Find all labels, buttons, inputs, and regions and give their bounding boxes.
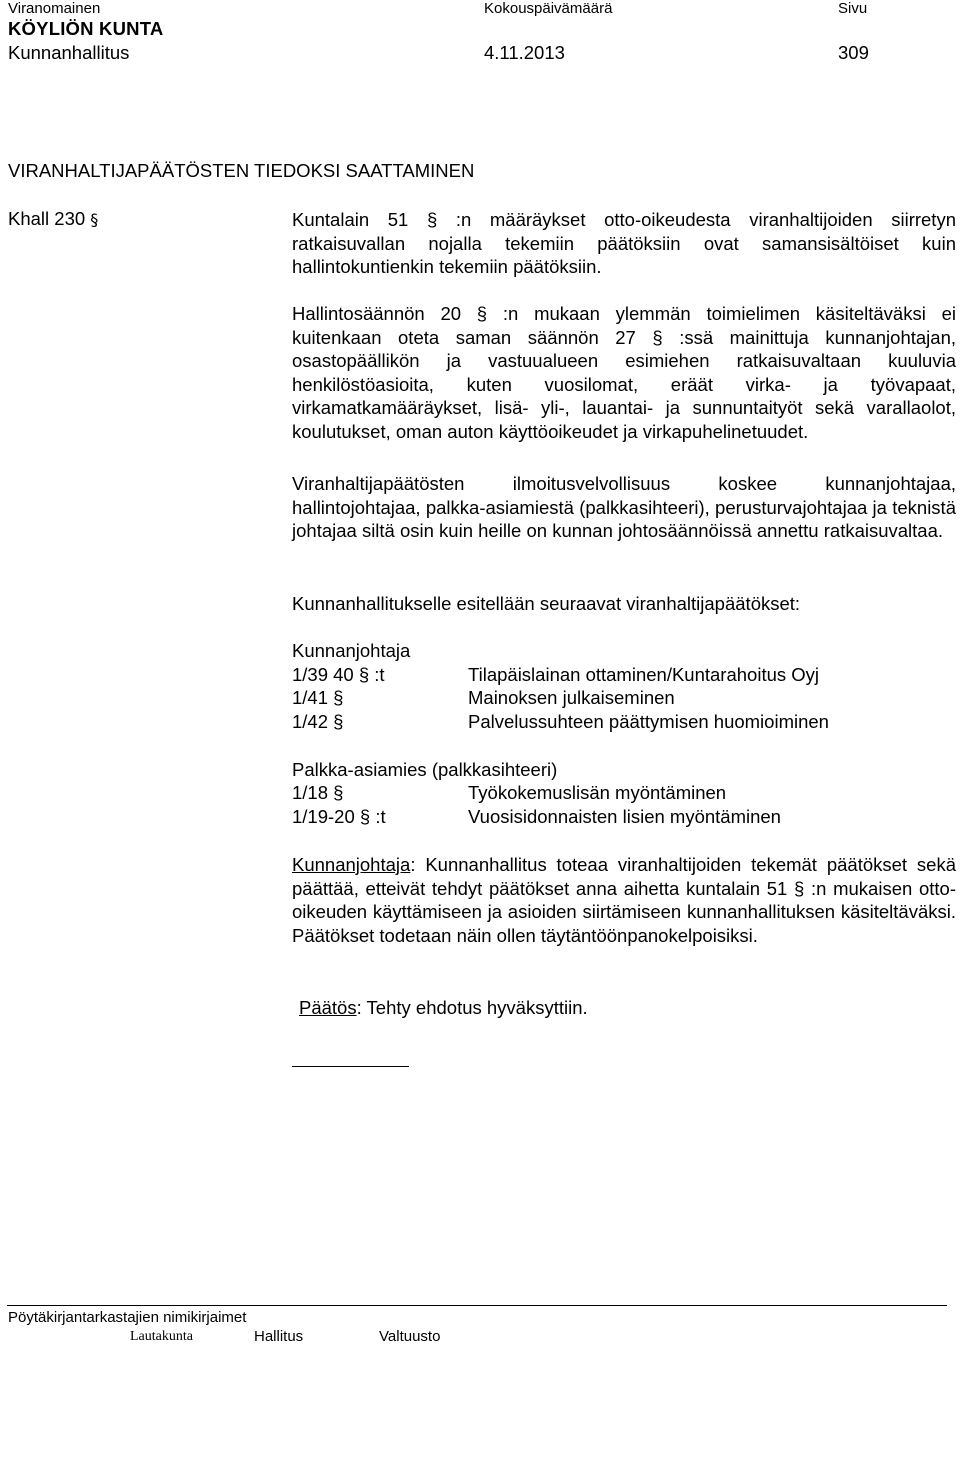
paragraph-2-text: Hallintosäännön 20 § :n mukaan ylemmän toimielimen käsiteltäväksi ei kuitenkaan oteta saman säännön 27 § :ssä mainittuja kunnanjohtajan, osastopäällikön ja vastuualueen esimiehen ratkaisuvaltaan kuuluvia henkilöstöasioita, kuten vuosilomat, eräät virka- ja työvapaat, virkamatkamääräykset, lisä- yli-, lauantai- ja sunnuntaityöt sekä varallaolot, koulutukset, oman auton käyttöoikeudet ja virkapuhelinetuudet.	[292, 303, 956, 442]
footer-column-lautakunta: Lautakunta	[130, 1329, 193, 1344]
decision	[299, 997, 588, 1019]
decision-row	[292, 664, 820, 686]
footer-column-hallitus: Hallitus	[254, 1328, 304, 1345]
group-title: Palkka-asiamies (palkkasihteeri)	[292, 759, 558, 780]
decision-ref: 1/42 §	[292, 711, 344, 732]
paragraph-3-text: Viranhaltijapäätösten ilmoitusvelvollisuus koskee kunnanjohtajaa, hallintojohtajaa, palkka-asiamiestä (palkkasihteeri), perusturvajohtajaa ja teknistä johtajaa siltä osin kuin heille on kunnan johtosäännöissä annettu ratkaisuvaltaa.	[292, 473, 956, 541]
decision-text: Mainoksen julkaiseminen	[468, 687, 675, 708]
decision-ref: 1/39 40 § :t	[292, 664, 385, 685]
paragraph-4-text: Kunnanhallitukselle esitellään seuraavat viranhaltijapäätökset:	[292, 593, 801, 614]
municipality-name: KÖYLIÖN KUNTA	[8, 18, 164, 39]
paragraph-1-text: Kuntalain 51 § :n määräykset otto-oikeudesta viranhaltijoiden siirretyn ratkaisuvallan nojalla tekemiin päätöksiin ovat samansisältöiset kuin hallintokuntienkin tekemiin päätöksiin.	[292, 209, 956, 277]
decision-text: Työkokemuslisän myöntäminen	[468, 782, 727, 803]
decision-text-final: : Tehty ehdotus hyväksyttiin.	[356, 997, 588, 1018]
decision-ref: 1/41 §	[292, 687, 344, 708]
decision-text: Palvelussuhteen päättymisen huomioiminen	[468, 711, 829, 732]
header-page-number: 309	[838, 42, 869, 63]
paragraph-3	[292, 472, 956, 543]
header-date-label: Kokouspäivämäärä	[484, 0, 613, 17]
closing-rule	[292, 1066, 409, 1067]
decision-text: Vuosisidonnaisten lisien myöntäminen	[468, 806, 781, 827]
page-title: VIRANHALTIJAPÄÄTÖSTEN TIEDOKSI SAATTAMINEN	[8, 160, 475, 181]
proposal-text: : Kunnanhallitus toteaa viranhaltijoiden tekemät päätökset sekä päättää, etteivät tehdyt päätökset anna aihetta kuntalain 51 § :n mukaisen otto-oikeuden käyttämiseen ja asioiden siirtämiseen kunnanhallituksen käsiteltäväksi. Päätökset todetaan näin ollen täytäntöönpanokelpoisiksi.	[292, 854, 956, 946]
decision-row	[292, 687, 675, 709]
decision-text: Tilapäislainan ottaminen/Kuntarahoitus Oyj	[468, 664, 820, 685]
decision-row	[292, 711, 829, 733]
case-number: Khall 230	[8, 208, 86, 229]
proposal	[292, 853, 956, 947]
decision-row	[292, 782, 727, 804]
section-sign: §	[90, 210, 99, 229]
header-date: 4.11.2013	[484, 42, 565, 63]
decision-ref: 1/19-20 § :t	[292, 806, 386, 827]
case-label	[8, 208, 98, 230]
header-page-label: Sivu	[838, 0, 868, 17]
header-body: Kunnanhallitus	[8, 42, 130, 63]
header-authority-label: Viranomainen	[8, 0, 101, 17]
paragraph-1	[292, 208, 956, 279]
footer-title: Pöytäkirjantarkastajien nimikirjaimet	[8, 1309, 247, 1326]
decision-label: Päätös	[299, 997, 357, 1018]
decision-ref: 1/18 §	[292, 782, 344, 803]
paragraph-4	[292, 592, 956, 616]
decision-row	[292, 806, 781, 828]
footer-rule	[7, 1305, 947, 1306]
footer-column-valtuusto: Valtuusto	[379, 1328, 441, 1345]
proposal-label: Kunnanjohtaja	[292, 854, 411, 875]
group-title: Kunnanjohtaja	[292, 640, 411, 661]
paragraph-2	[292, 302, 956, 443]
